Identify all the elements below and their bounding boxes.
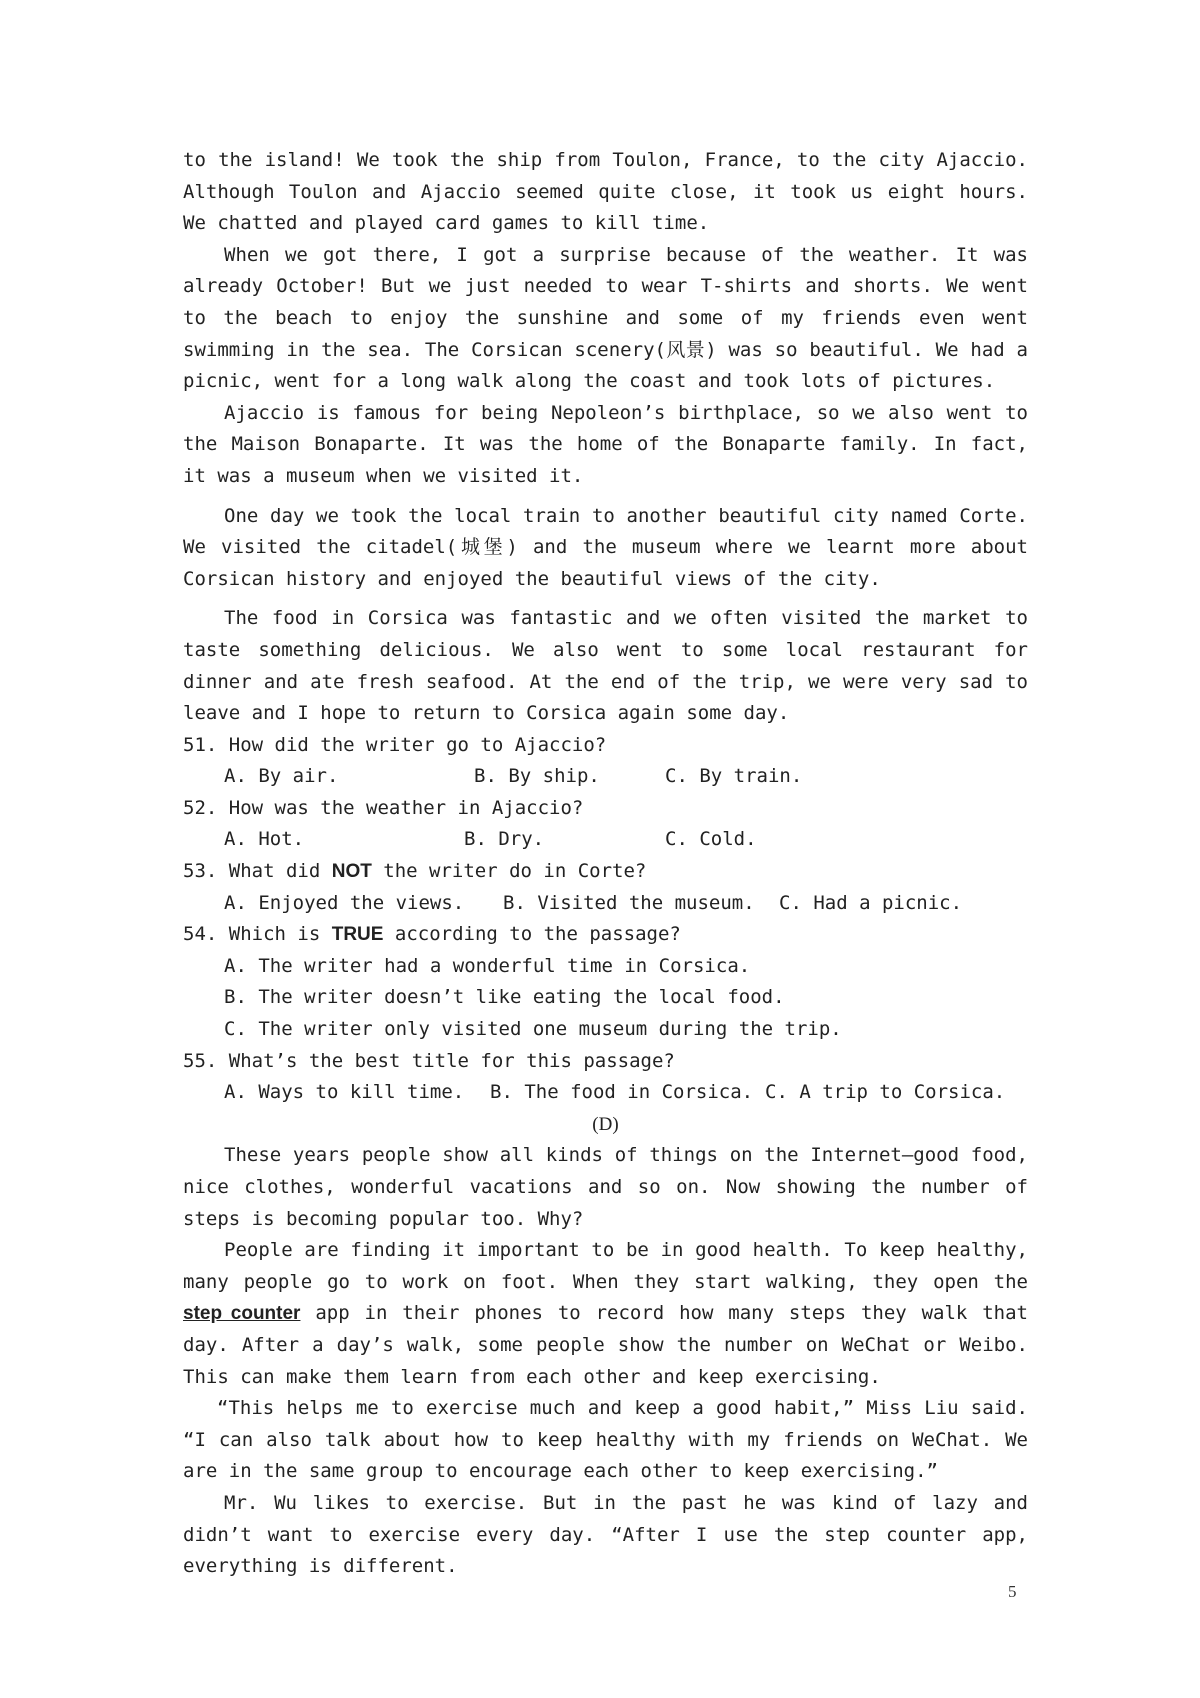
option-b: B. The writer doesn’t like eating the local food. (224, 986, 785, 1009)
question-54 (183, 919, 1028, 1045)
question-stem-text: according to the passage? (383, 923, 681, 946)
question-options (183, 888, 1028, 920)
question-stem: 55. What’s the best title for this passage? (183, 1049, 675, 1072)
passage-c-paragraph-1: to the island! We took the ship from Toulon, France, to the city Ajaccio. Although Toulon and Ajaccio seemed quite close, it took us eight hours. We chatted and played card games to kill time. (183, 149, 1028, 235)
option-c: C. Had a picnic. (779, 891, 963, 914)
passage-d-paragraph-2 (183, 1235, 1028, 1393)
option-c: C. A trip to Corsica. (765, 1081, 1006, 1104)
question-stem: 51. How did the writer go to Ajaccio? (183, 733, 607, 756)
option-c: C. The writer only visited one museum during the trip. (224, 1018, 842, 1041)
option-b: B. Dry. (464, 828, 545, 851)
paragraph-text: app in their phones to record how many steps they walk that day. After a day’s walk, some people show the number on WeChat or Weibo. This can make them learn from each other and keep exercising. (183, 1302, 1028, 1388)
passage-c-paragraph-5: The food in Corsica was fantastic and we often visited the market to taste something delicious. We also went to some local restaurant for dinner and ate fresh seafood. At the end of the trip, we were very sad to leave and I hope to return to Corsica again some day. (183, 607, 1028, 725)
question-stem (183, 919, 1028, 951)
option-b: B. Visited the museum. (503, 891, 755, 914)
question-53 (183, 856, 1028, 919)
option-a: A. Enjoyed the views. (224, 891, 465, 914)
option-b: B. The food in Corsica. (490, 1081, 754, 1104)
option-b: B. By ship. (474, 765, 600, 788)
passage-d-paragraph-4: Mr. Wu likes to exercise. But in the past he was kind of lazy and didn’t want to exercise every day. “After I use the step counter app, everything is different. (183, 1491, 1028, 1578)
question-options (183, 1077, 1028, 1109)
question-options (183, 761, 1028, 793)
question-stem-text: the writer do in Corte? (371, 860, 647, 883)
question-stem-text: 53. What did (183, 860, 332, 883)
option-a: A. By air. (224, 765, 339, 788)
question-stem: 52. How was the weather in Ajaccio? (183, 796, 584, 819)
passage-c-paragraph-3: Ajaccio is famous for being Nepoleon’s birthplace, so we also went to the Maison Bonaparte. It was the home of the Bonaparte family. In fact, it was a museum when we visited it. (183, 401, 1028, 487)
passage-d-paragraph-3: “This helps me to exercise much and keep a good habit,” Miss Liu said. “I can also talk about how to keep healthy with my friends on WeChat. We are in the same group to encourage each other to keep exercising.” (183, 1397, 1028, 1483)
passage-c-paragraph-2: When we got there, I got a surprise because of the weather. It was already October! But we just needed to wear T-shirts and shorts. We went to the beach to enjoy the sunshine and some of my friends even went swimming in the sea. The Corsican scenery(风景) was so beautiful. We had a picnic, went for a long walk along the coast and took lots of pictures. (183, 243, 1028, 393)
passage-d-paragraph-1: These years people show all kinds of things on the Internet—good food, nice clothes, wonderful vacations and so on. Now showing the number of steps is becoming popular too. Why? (183, 1144, 1028, 1230)
passage-c-paragraph-4: One day we took the local train to another beautiful city named Corte. We visited the citadel(城堡) and the museum where we learnt more about Corsican history and enjoyed the beautiful views of the city. (183, 504, 1028, 590)
option-c: C. Cold. (665, 828, 757, 851)
page-body (183, 145, 1028, 1583)
question-options (183, 824, 1028, 856)
question-stem-text: 54. Which is (183, 923, 332, 946)
page-number: 5 (1008, 1582, 1017, 1601)
section-heading: (D) (592, 1113, 619, 1135)
question-emphasis: TRUE (331, 924, 384, 946)
question-emphasis: NOT (331, 861, 372, 883)
option-a: A. The writer had a wonderful time in Corsica. (224, 954, 751, 977)
question-stem (183, 856, 1028, 888)
question-51 (183, 730, 1028, 793)
paragraph-text: People are finding it important to be in good health. To keep healthy, many people go to work on foot. When they start walking, they open the (183, 1239, 1028, 1293)
underlined-term: step counter (183, 1303, 301, 1325)
option-a: A. Hot. (224, 828, 305, 851)
option-a: A. Ways to kill time. (224, 1081, 465, 1104)
option-c: C. By train. (665, 765, 803, 788)
question-55 (183, 1046, 1028, 1109)
question-52 (183, 793, 1028, 856)
